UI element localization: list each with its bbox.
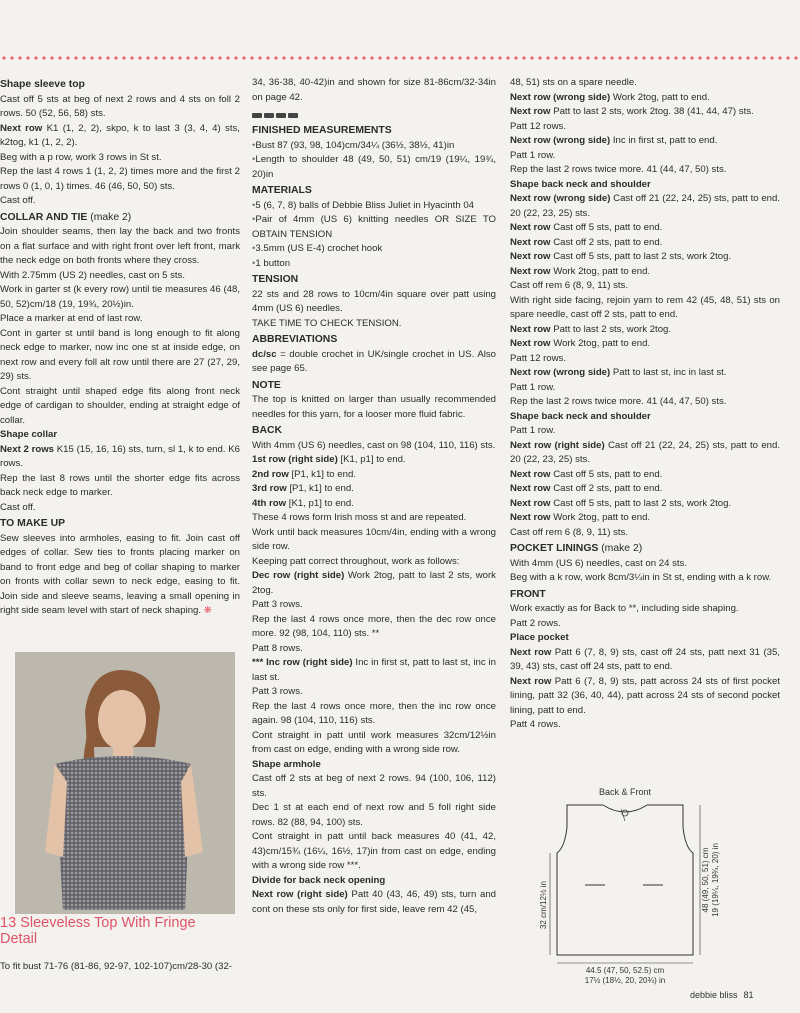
text: Patt to last 2 sts, work 2tog. 38 (41, 44, 47) sts.: [550, 106, 754, 117]
instruction-line: [252, 348, 496, 377]
sub-heading: [510, 631, 780, 646]
instruction-line: [510, 134, 780, 149]
text: Patt 6 (7, 8, 9) sts, cast off 24 sts, patt next 31 (35, 39, 43) sts, cast off 24 sts, patt to end.: [510, 646, 780, 672]
instruction-line: [510, 617, 780, 632]
text: K1 (1, 2, 2), skpo, k to last 3 (3, 4, 4) sts, k2tog, k1 (1, 2, 2).: [0, 122, 240, 148]
column-middle: [252, 76, 496, 917]
row-label: Dec row (right side): [252, 570, 345, 581]
text: Cast off 5 sts, patt to last 2 sts, work 2tog.: [550, 251, 732, 262]
row-label: Next row: [510, 222, 551, 233]
instruction-line: [252, 526, 496, 555]
instruction-line: [252, 439, 496, 454]
text: Patt to last 2 sts, work 2tog.: [550, 323, 672, 335]
instruction-line: [510, 439, 780, 468]
instruction-line: [0, 385, 240, 429]
row-label: Next row: [510, 675, 552, 687]
section-heading: [252, 184, 496, 199]
instruction-line: [510, 511, 780, 526]
instruction-line: [0, 472, 240, 501]
text: Place a marker at end of last row.: [0, 313, 143, 324]
text: Cont straight in patt until work measures 32cm/12½in from cast on edge, ending with a wrong side row.: [252, 729, 496, 755]
text: 48, 51) sts on a spare needle.: [510, 77, 637, 88]
instruction-line: [510, 571, 780, 586]
section-heading: [252, 424, 496, 439]
text: Cast off 5 sts, patt to last 2 sts, work 2tog.: [550, 497, 732, 509]
text: Work 2tog, patt to end.: [550, 338, 651, 349]
instruction-line: [510, 395, 780, 410]
text: With right side facing, rejoin yarn to rem 42 (45, 48, 51) sts on spare needle, cast off 2 sts, patt to end.: [510, 294, 780, 320]
text: Rep the last 4 rows 1 (1, 2, 2) times more and the first 2 rows 0 (1, 0, 1) times. 46 (46, 50, 50) sts.: [0, 166, 240, 192]
text: Rep the last 4 rows once more, then the dec row once more. 92 (98, 104, 110) sts. **: [252, 613, 496, 639]
end-star-icon: ❋: [203, 605, 212, 616]
instruction-line: [0, 194, 240, 209]
text: 1 button: [255, 257, 291, 269]
instruction-line: [252, 288, 496, 317]
section-heading: [252, 333, 496, 348]
sub-heading: [0, 428, 240, 443]
text: Cast off 2 sts, patt to end.: [550, 236, 663, 248]
instruction-line: [0, 501, 240, 516]
instruction-line: [0, 225, 240, 269]
width-label: 44.5 (47, 50, 52.5) cm: [585, 966, 665, 975]
text: Keeping patt correct throughout, work as follows:: [252, 555, 460, 567]
instruction-line: [252, 497, 496, 512]
text: These 4 rows form Irish moss st and are repeated.: [252, 512, 467, 523]
text: Join shoulder seams, then lay the back and two fronts on a flat surface and with right front over left front, mark the neck edge on both fronts where they cross.: [0, 226, 240, 266]
instruction-line: [510, 250, 780, 265]
instruction-line: [252, 468, 496, 483]
instruction-line: [510, 675, 780, 719]
instruction-line: [510, 265, 780, 280]
instruction-line: [252, 642, 496, 657]
instruction-line: [252, 685, 496, 700]
instruction-line: [252, 555, 496, 570]
text: Cont straight in patt until back measures 40 (41, 42, 43)cm/15¾ (16¼, 16½, 17)in from cast on edge, ending with a wrong side row ***.: [252, 831, 496, 871]
text: Shape sleeve top: [0, 79, 85, 90]
text: Cont in garter st until band is long enough to fit along neck edge to marker, now inc one st at inside edge, on next row and every foll alt row until there are 27 (27, 29, 29) sts.: [0, 327, 240, 382]
instruction-line: [0, 283, 240, 312]
text: ABBREVIATIONS: [252, 334, 338, 345]
row-label: Next row (wrong side): [510, 193, 611, 204]
text: Inc in first st, patt to end.: [610, 135, 718, 146]
instruction-line: [0, 312, 240, 327]
instruction-line: [252, 453, 496, 468]
text: Work until back measures 10cm/4in, ending with a wrong side row.: [252, 526, 496, 552]
instruction-line: [510, 468, 780, 483]
instruction-line: [510, 482, 780, 497]
page-number: 81: [743, 990, 754, 1000]
model-illustration: [15, 652, 235, 914]
text: Cast off 21 (22, 24, 25) sts, patt to end. 20 (22, 23, 25) sts.: [510, 193, 780, 219]
text: [K1, p1] to end.: [337, 454, 406, 465]
text: Place pocket: [510, 632, 569, 643]
instruction-line: [510, 497, 780, 512]
text: Patt 12 rows.: [510, 352, 566, 364]
column-right: [510, 76, 780, 733]
instruction-line: [252, 700, 496, 729]
text: Rep the last 2 rows twice more. 41 (44, 47, 50) sts.: [510, 164, 727, 175]
text: Work 2tog, patt to last 2 sts, work 2tog.: [252, 570, 496, 596]
instruction-line: [252, 613, 496, 642]
dotted-rule: [0, 56, 800, 60]
instruction-line: [0, 327, 240, 385]
instruction-line: [510, 424, 780, 439]
row-label: dc/sc: [252, 348, 277, 360]
text: TENSION: [252, 274, 299, 285]
text: [P1, k1] to end.: [288, 468, 356, 480]
instruction-line: [510, 149, 780, 164]
sub-heading: [510, 178, 780, 193]
text: Shape armhole: [252, 758, 321, 770]
text: Cont straight until shaped edge fits along front neck edge of cardigan to shoulder, ending at straight edge of collar.: [0, 385, 240, 426]
instruction-line: [252, 317, 496, 332]
intro-text: 34, 36-38, 40-42)in and shown for size 81-86cm/32-34in on page 42.: [252, 77, 496, 103]
row-label: Next row (wrong side): [510, 367, 611, 378]
text: COLLAR AND TIE: [0, 211, 88, 223]
row-label: Next row: [510, 265, 551, 277]
schematic-diagram: [515, 785, 755, 985]
text: Work 2tog, patt to end.: [610, 91, 710, 103]
text: Divide for back neck opening: [252, 874, 386, 886]
section-heading: [252, 273, 496, 288]
text: The top is knitted on larger than usually recommended needles for this yarn, for a looser more fluid fabric.: [252, 394, 496, 420]
text: Cast off 5 sts, patt to end.: [550, 222, 663, 233]
instruction-line: [0, 122, 240, 151]
text: Rep the last 4 rows once more, then the inc row once again. 98 (104, 110, 116) sts.: [252, 700, 496, 726]
text: NOTE: [252, 379, 281, 391]
text: Patt 3 rows.: [252, 686, 303, 697]
section-heading: [252, 379, 496, 394]
bullet-item: [252, 213, 496, 242]
row-label: Next row: [510, 646, 552, 658]
instruction-line: [510, 526, 780, 541]
instruction-line: [510, 120, 780, 135]
instruction-line: [252, 772, 496, 801]
instruction-line: [510, 221, 780, 236]
divider-bars: [252, 113, 496, 118]
instruction-line: [252, 656, 496, 685]
instruction-line: [510, 602, 780, 617]
text: FINISHED MEASUREMENTS: [252, 125, 392, 136]
text: [P1, k1] to end.: [286, 483, 354, 494]
instruction-line: [510, 279, 780, 294]
text: Dec 1 st at each end of next row and 5 foll right side rows. 82 (88, 94, 100) sts.: [252, 802, 496, 828]
text: Beg with a k row, work 8cm/3¼in in St st, ending with a k row.: [510, 572, 772, 583]
bullet-item: [252, 139, 496, 154]
instruction-line: [252, 888, 496, 917]
text: Work 2tog, patt to end.: [550, 265, 651, 277]
row-label: Next 2 rows: [0, 443, 55, 455]
sub-heading: [252, 874, 496, 889]
text: Cast off 5 sts at beg of next 2 rows and 4 sts on foll 2 rows. 50 (52, 56, 58) sts.: [0, 93, 240, 119]
text: With 2.75mm (US 2) needles, cast on 5 sts.: [0, 269, 186, 281]
instruction-line: [0, 93, 240, 122]
text: Patt 12 rows.: [510, 120, 566, 132]
instruction-line: [510, 236, 780, 251]
instruction-line: [510, 192, 780, 221]
instruction-line: [510, 352, 780, 367]
text: Patt 1 row.: [510, 149, 556, 161]
text: Bust 87 (93, 98, 104)cm/34¼ (36½, 38½, 41)in: [255, 139, 455, 151]
instruction-line: [0, 165, 240, 194]
instruction-line: [510, 163, 780, 178]
section-heading: [510, 542, 780, 557]
instruction-line: [252, 729, 496, 758]
instruction-line: [252, 830, 496, 874]
bullet-item: [252, 257, 496, 272]
text: Beg with a p row, work 3 rows in St st.: [0, 151, 162, 163]
footer-brand: debbie bliss: [690, 990, 738, 1000]
instruction-line: [252, 598, 496, 613]
row-label: Next row: [510, 106, 551, 117]
instruction-line: [510, 105, 780, 120]
instruction-line: [0, 532, 240, 619]
instruction-line: [510, 718, 780, 733]
row-label: Next row: [510, 483, 551, 494]
pattern-number: 13: [0, 915, 17, 931]
instruction-line: [510, 337, 780, 352]
text: Work in garter st (k every row) until tie measures 46 (48, 50, 52)cm/18 (19, 19¾, 20½)in.: [0, 284, 240, 310]
text: Shape collar: [0, 429, 58, 440]
section-heading: [510, 588, 780, 603]
text: Patt 8 rows.: [252, 642, 303, 654]
instruction-line: [0, 443, 240, 472]
text: Cast off rem 6 (8, 9, 11) sts.: [510, 526, 629, 538]
instruction-line: [252, 801, 496, 830]
pattern-title: [0, 915, 196, 947]
bullet-item: [252, 153, 496, 182]
instruction-line: [252, 393, 496, 422]
text: Cast off.: [0, 501, 36, 513]
text: Patt 4 rows.: [510, 719, 561, 730]
length-label-inches: 19 (19¼, 19¾, 20) in: [711, 843, 720, 917]
pattern-title-line1: Sleeveless Top With Fringe: [20, 915, 196, 931]
text: Cast off rem 6 (8, 9, 11) sts.: [510, 280, 629, 291]
instruction-line: [510, 557, 780, 572]
text: TAKE TIME TO CHECK TENSION.: [252, 317, 402, 329]
text: Patt 3 rows.: [252, 599, 303, 610]
text: With 4mm (US 6) needles, cast on 24 sts.: [510, 557, 688, 569]
column-left: [0, 76, 240, 619]
text: 5 (6, 7, 8) balls of Debbie Bliss Juliet in Hyacinth 04: [255, 199, 474, 211]
row-label: 4th row: [252, 497, 287, 509]
row-label: Next row: [510, 497, 551, 509]
row-label: Next row (wrong side): [510, 135, 611, 146]
instruction-line: [510, 381, 780, 396]
instruction-line: [510, 91, 780, 106]
text: Patt 2 rows.: [510, 617, 561, 629]
bullet-item: [252, 242, 496, 257]
instruction-line: [0, 151, 240, 166]
schematic-title: Back & Front: [598, 787, 652, 797]
row-label: Next row (right side): [252, 889, 348, 900]
text: Cast off 2 sts at beg of next 2 rows. 94 (100, 106, 112) sts.: [252, 773, 496, 799]
side-length-label: 32 cm/12½ in: [539, 880, 548, 930]
section-heading: [0, 211, 240, 226]
text: Patt to last st, inc in last st.: [610, 367, 727, 378]
width-label-inches: 17½ (18½, 20, 20¾) in: [584, 976, 666, 985]
text: 22 sts and 28 rows to 10cm/4in square over patt using 4mm (US 6) needles.: [252, 288, 496, 314]
text: BACK: [252, 425, 283, 436]
text: Patt 1 row.: [510, 381, 556, 393]
sub-heading: [510, 410, 780, 425]
text: FRONT: [510, 588, 546, 600]
instruction-line: [510, 294, 780, 323]
section-heading: [0, 517, 240, 532]
row-label: Next row: [510, 251, 551, 262]
section-heading: [252, 124, 496, 139]
text: Cast off 5 sts, patt to end.: [550, 468, 663, 480]
heading-note: (make 2): [598, 543, 643, 554]
text: Shape back neck and shoulder: [510, 410, 651, 422]
text: Sew sleeves into armholes, easing to fit. Join cast off edges of collar. Sew ties to fronts placing marker on band to front edge and beg of collar shaping to marker on fronts with collar sewn to neck edge, easing to fit. Join side and sleeve seams, leaving a small opening in right side seam level with start of neck shaping.: [0, 532, 240, 616]
instruction-line: [510, 646, 780, 675]
text: 3.5mm (US E-4) crochet hook: [255, 243, 383, 254]
text: [K1, p1] to end.: [286, 497, 354, 509]
row-label: 2nd row: [252, 468, 289, 480]
instruction-line: [510, 323, 780, 338]
text: Cast off 21 (22, 24, 25) sts, patt to end. 20 (22, 23, 25) sts.: [510, 439, 780, 465]
text: TO MAKE UP: [0, 518, 66, 529]
text: = double crochet in UK/single crochet in US. Also see page 65.: [252, 348, 496, 374]
instruction-line: [0, 269, 240, 284]
text: K15 (15, 16, 16) sts, turn, sl 1, k to end. K6 rows.: [0, 443, 240, 469]
section-heading: [0, 78, 240, 93]
text: POCKET LININGS: [510, 543, 599, 554]
heading-note: (make 2): [87, 211, 132, 223]
instruction-line: [252, 569, 496, 598]
row-label: Next row (right side): [510, 439, 605, 451]
length-label: 48 (49, 50, 51) cm: [701, 847, 710, 913]
row-label: Next row: [510, 468, 551, 480]
instruction-line: [252, 482, 496, 497]
row-label: Next row: [510, 236, 551, 248]
text: Rep the last 8 rows until the shorter edge fits across back neck edge to marker.: [0, 472, 240, 498]
text: Work exactly as for Back to **, including side shaping.: [510, 603, 739, 614]
text: Patt 40 (43, 46, 49) sts, turn and cont on these sts only for first side, leave rem 42 (45,: [252, 889, 496, 915]
text: Pair of 4mm (US 6) knitting needles OR SIZE TO OBTAIN TENSION: [252, 214, 496, 240]
instruction-line: [510, 366, 780, 381]
text: Cast off 2 sts, patt to end.: [550, 483, 663, 494]
row-label: 3rd row: [252, 483, 287, 494]
text: With 4mm (US 6) needles, cast on 98 (104, 110, 116) sts.: [252, 439, 496, 451]
text: Patt 1 row.: [510, 425, 556, 436]
row-label: Next row (wrong side): [510, 91, 611, 103]
sub-heading: [252, 758, 496, 773]
text: Patt 6 (7, 8, 9) sts, patt across 24 sts of first pocket lining, patt 32 (36, 40, 44), patt across 24 sts of second pocket lining, patt to end.: [510, 675, 780, 716]
instruction-line: [252, 511, 496, 526]
pattern-title-line2: Detail: [0, 931, 38, 947]
row-label: *** Inc row (right side): [252, 657, 353, 668]
row-label: 1st row (right side): [252, 454, 338, 465]
page-footer: [690, 988, 754, 1003]
text: Work 2tog, patt to end.: [550, 512, 651, 523]
text: Cast off.: [0, 195, 36, 206]
text: Shape back neck and shoulder: [510, 178, 651, 190]
row-label: Next row: [510, 512, 551, 523]
text: MATERIALS: [252, 185, 312, 196]
model-photo: [15, 652, 235, 914]
bullet-item: [252, 199, 496, 214]
text: Rep the last 2 rows twice more. 41 (44, 47, 50) sts.: [510, 396, 727, 407]
row-label: Next row: [510, 323, 551, 335]
fit-text: To fit bust 71-76 (81-86, 92-97, 102-107)cm/28-30 (32-: [0, 961, 232, 972]
row-label: Next row: [510, 338, 551, 349]
instruction-line: [510, 76, 780, 91]
text: Inc in first st, patt to last st, inc in last st.: [252, 657, 496, 683]
text: Length to shoulder 48 (49, 50, 51) cm/19 (19¼, 19¾, 20)in: [252, 154, 496, 180]
row-label: Next row: [0, 122, 43, 134]
